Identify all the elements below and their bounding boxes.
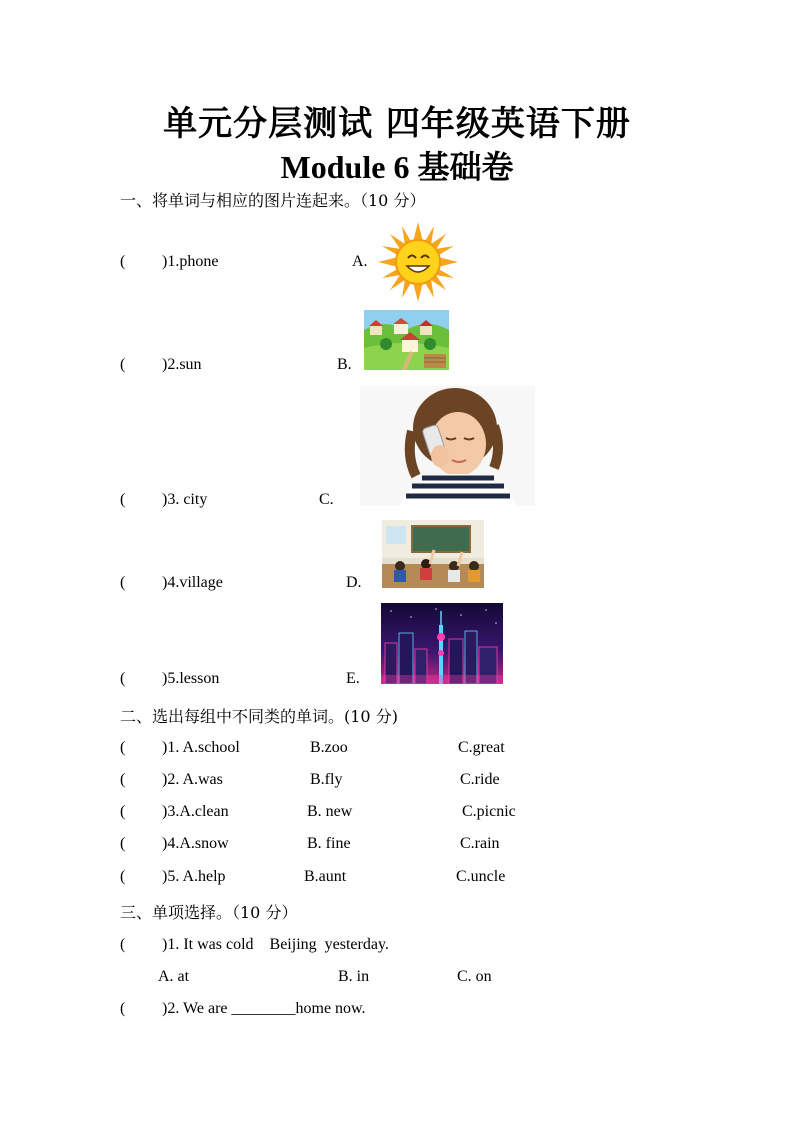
match-letter: B. — [337, 356, 352, 373]
option-a: A. at — [158, 968, 190, 985]
answer-paren: ( — [120, 574, 126, 591]
answer-paren: ( — [120, 739, 126, 756]
sun-picture — [378, 222, 458, 302]
answer-paren: ( — [120, 670, 126, 687]
answer-paren: ( — [120, 803, 126, 820]
option-b: B. new — [307, 803, 353, 820]
match-letter: C. — [319, 491, 334, 508]
match-word: )4.village — [162, 574, 223, 591]
answer-paren: ( — [120, 1000, 126, 1017]
page-subtitle: Module 6 基础卷 — [280, 149, 514, 185]
option-a: )3.A.clean — [162, 803, 229, 820]
match-word: )3. city — [162, 491, 208, 508]
answer-paren: ( — [120, 868, 126, 885]
option-a: )5. A.help — [162, 868, 226, 885]
section1-heading: 一、将单词与相应的图片连起来。（10 分） — [120, 191, 426, 210]
section3-heading: 三、单项选择。（10 分） — [120, 903, 298, 922]
match-letter: E. — [346, 670, 360, 687]
answer-paren: ( — [120, 491, 126, 508]
option-b: B. in — [338, 968, 370, 985]
match-letter: D. — [346, 574, 362, 591]
match-word: )2.sun — [162, 356, 202, 373]
answer-paren: ( — [120, 356, 126, 373]
city-night-picture — [381, 603, 503, 684]
option-a: )1. A.school — [162, 739, 240, 756]
page-title: 单元分层测试 四年级英语下册 — [163, 104, 631, 144]
option-c: C.great — [458, 739, 505, 756]
match-letter: A. — [352, 253, 368, 270]
answer-paren: ( — [120, 253, 126, 270]
option-c: C.rain — [460, 835, 500, 852]
option-c: C.ride — [460, 771, 500, 788]
answer-paren: ( — [120, 771, 126, 788]
answer-paren: ( — [120, 936, 126, 953]
option-b: B.fly — [310, 771, 343, 788]
option-b: B.aunt — [304, 868, 347, 885]
option-c: C.picnic — [462, 803, 516, 820]
option-c: C.uncle — [456, 868, 506, 885]
option-a: )4.A.snow — [162, 835, 229, 852]
child-phone-picture — [360, 386, 535, 506]
question-text: )1. It was cold Beijing yesterday. — [162, 936, 389, 953]
option-c: C. on — [457, 968, 492, 985]
answer-paren: ( — [120, 835, 126, 852]
village-picture — [364, 310, 449, 370]
match-word: )1.phone — [162, 253, 219, 270]
match-word: )5.lesson — [162, 670, 220, 687]
section2-heading: 二、选出每组中不同类的单词。(10 分) — [120, 707, 398, 726]
option-b: B. fine — [307, 835, 351, 852]
classroom-picture — [382, 520, 484, 588]
option-a: )2. A.was — [162, 771, 223, 788]
question-text: )2. We are ________home now. — [162, 1000, 366, 1017]
option-b: B.zoo — [310, 739, 348, 756]
